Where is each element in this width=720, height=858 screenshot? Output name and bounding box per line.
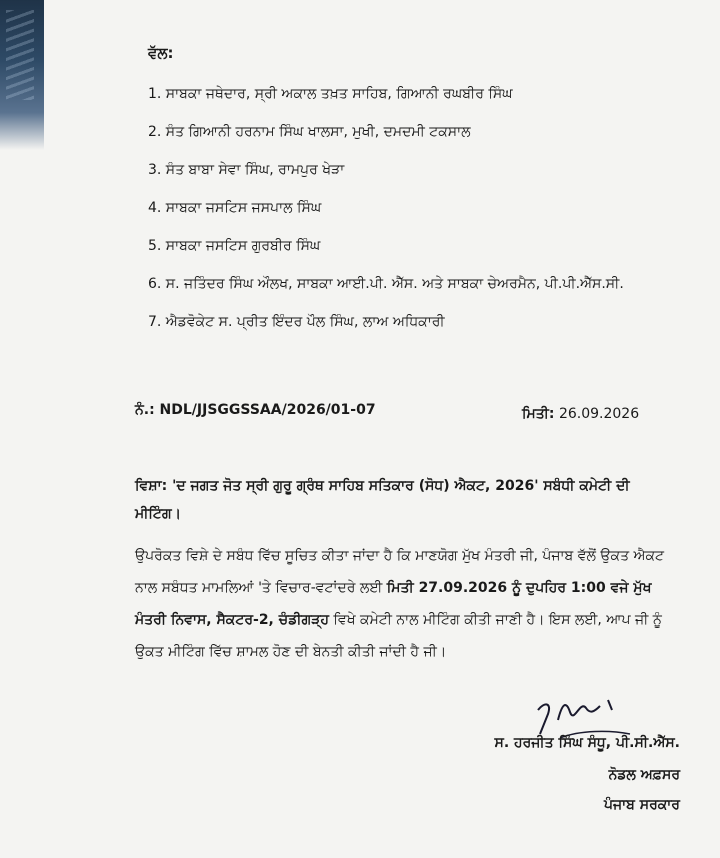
signatory-title: ਨੋਡਲ ਅਫ਼ਸਰ [608,767,680,783]
list-item: 3. ਸੰਤ ਬਾਬਾ ਸੇਵਾ ਸਿੰਘ, ਰਾਮਪੁਰ ਖੇੜਾ [148,162,345,178]
body-text-part1: ਉਪਰੋਕਤ ਵਿਸ਼ੇ ਦੇ ਸਬੰਧ ਵਿੱਚ ਸੂਚਿਤ ਕੀਤਾ ਜਾਂਦਾ ਹੈ ਕਿ ਮਾਣਯੋਗ ਮੁੱਖ ਮੰਤਰੀ ਜੀ, ਪੰਜਾਬ ਵੱਲੋਂ ਉਕਤ ਐਕਟ ਨਾਲ ਸਬੰਧਤ ਮਾਮਲਿਆਂ 'ਤੇ ਵਿਚਾਰ-ਵਟਾਂਦਰੇ ਲਈ [135,548,665,596]
signatory-organization: ਪੰਜਾਬ ਸਰਕਾਰ [603,797,680,813]
list-item: 6. ਸ. ਜਤਿੰਦਰ ਸਿੰਘ ਔਲਖ, ਸਾਬਕਾ ਆਈ.ਪੀ. ਐੱਸ. ਅਤੇ ਸਾਬਕਾ ਚੇਅਰਮੈਨ, ਪੀ.ਪੀ.ਐੱਸ.ਸੀ. [148,276,624,292]
list-item: 1. ਸਾਬਕਾ ਜਥੇਦਾਰ, ਸ੍ਰੀ ਅਕਾਲ ਤਖ਼ਤ ਸਾਹਿਬ, ਗਿਆਨੀ ਰਘਬੀਰ ਸਿੰਘ [148,86,513,102]
list-item: 5. ਸਾਬਕਾ ਜਸਟਿਸ ਗੁਰਬੀਰ ਸਿੰਘ [148,238,321,254]
recipient-list [148,84,624,350]
salutation: ਵੱਲ: [148,44,174,62]
reference-number: ਨੰ.: NDL/JJSGGSSAA/2026/01-07 [135,402,376,418]
list-item: 2. ਸੰਤ ਗਿਆਨੀ ਹਰਨਾਮ ਸਿੰਘ ਖਾਲਸਾ, ਮੁਖੀ, ਦਮਦਮੀ ਟਕਸਾਲ [148,124,471,140]
list-item: 4. ਸਾਬਕਾ ਜਸਟਿਸ ਜਸਪਾਲ ਸਿੰਘ [148,200,322,216]
date-label: ਮਿਤੀ: [522,406,555,422]
list-item: 7. ਐਡਵੋਕੇਟ ਸ. ਪ੍ਰੀਤ ਇੰਦਰ ਪੌਲ ਸਿੰਘ, ਲਾਅ ਅਧਿਕਾਰੀ [148,314,445,330]
scan-edge-shadow [0,0,44,150]
letter-date [522,406,639,422]
body-paragraph [135,540,680,668]
date-value: 26.09.2026 [558,406,640,422]
meeting-details: ਮਿਤੀ 27.09.2026 ਨੂੰ ਦੁਪਹਿਰ 1:00 ਵਜੇ ਮੁੱਖ ਮੰਤਰੀ ਨਿਵਾਸ, ਸੈਕਟਰ-2, ਚੰਡੀਗੜ੍ਹ [135,580,652,628]
body-text-part2: ਵਿਖੇ ਕਮੇਟੀ ਨਾਲ ਮੀਟਿੰਗ ਕੀਤੀ ਜਾਣੀ ਹੈ। ਇਸ ਲਈ, ਆਪ ਜੀ ਨੂੰ ਉਕਤ ਮੀਟਿੰਗ ਵਿੱਚ ਸ਼ਾਮਲ ਹੋਣ ਦੀ ਬੇਨਤੀ ਕੀਤੀ ਜਾਂਦੀ ਹੈ ਜੀ। [135,612,662,660]
subject-line: ਵਿਸ਼ਾ: 'ਦ ਜਗਤ ਜੋਤ ਸ੍ਰੀ ਗੁਰੂ ਗ੍ਰੰਥ ਸਾਹਿਬ ਸਤਿਕਾਰ (ਸੋਧ) ਐਕਟ, 2026' ਸਬੰਧੀ ਕਮੇਟੀ ਦੀ ਮੀਟਿੰਗ। [135,478,630,522]
signatory-name: ਸ. ਹਰਜੀਤ ਸਿੰਘ ਸੰਧੂ, ਪੀ.ਸੀ.ਐੱਸ. [494,735,680,751]
